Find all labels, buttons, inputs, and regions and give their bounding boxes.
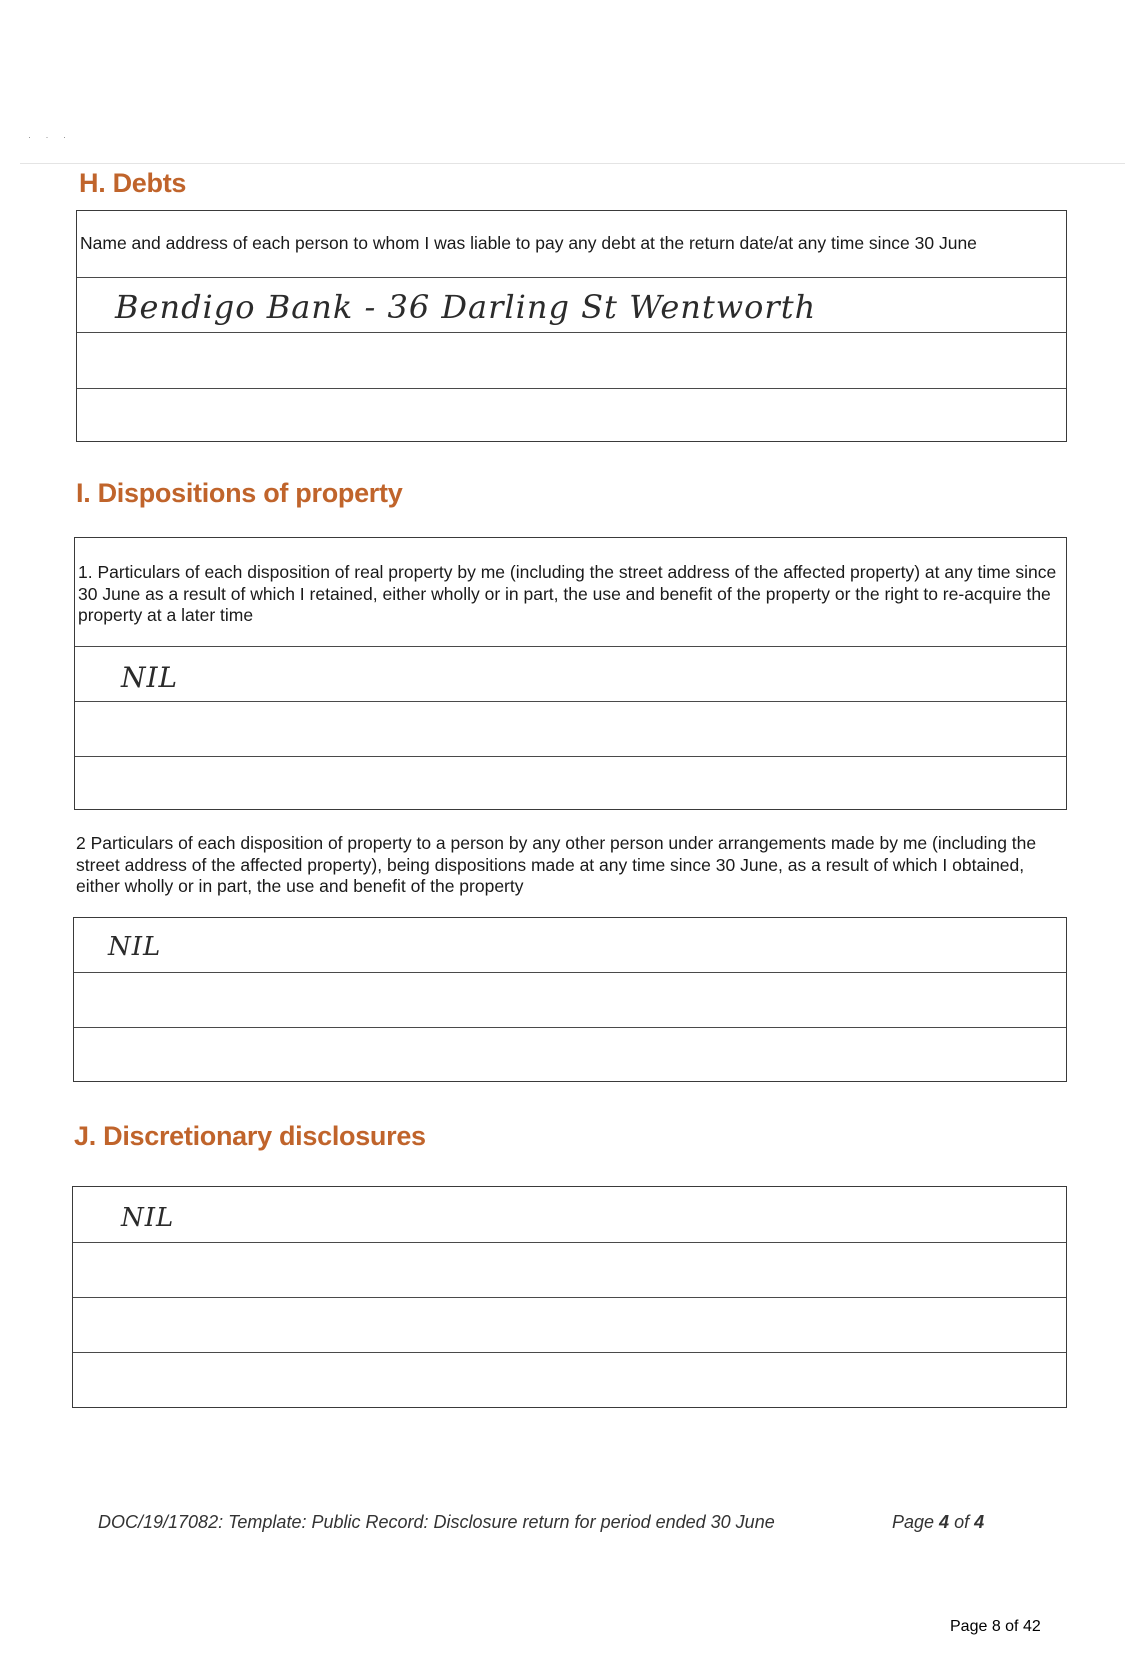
discretionary-entry-row[interactable]: [73, 1187, 1066, 1243]
q2-prompt: 2 Particulars of each disposition of property to a person by any other person under arrangements made by me (including the street address of the affected property), being dispositions made at any time since 30 June, as a result of which I obtained, either wholly or in part, the use and benefit of the property: [76, 833, 1037, 896]
discretionary-title: J. Discretionary disclosures: [74, 1121, 426, 1151]
q1-entry-1: NIL: [121, 661, 179, 694]
dispositions-q1-table: [74, 537, 1067, 810]
footer-page-total: 4: [974, 1512, 985, 1532]
dispositions-q2-table: [73, 917, 1067, 1082]
debts-prompt-row: [77, 211, 1066, 278]
discretionary-table: [72, 1186, 1067, 1408]
q1-prompt-row: [75, 538, 1066, 647]
discretionary-entry-1: NIL: [121, 1203, 175, 1233]
q1-entry-row[interactable]: [75, 757, 1066, 809]
batch-page-number: Page 8 of 42: [950, 1618, 1041, 1635]
scan-specks: · · ·: [28, 132, 72, 142]
debts-entry-1: Bendigo Bank - 36 Darling St Wentworth: [115, 288, 817, 326]
dispositions-title: I. Dispositions of property: [76, 478, 403, 508]
q1-entry-row[interactable]: [75, 647, 1066, 702]
footer-page-current: 4: [939, 1512, 950, 1532]
discretionary-entry-row[interactable]: [73, 1298, 1066, 1353]
debts-table: [76, 210, 1067, 442]
q2-entry-row[interactable]: [74, 1028, 1066, 1080]
footer-doc-reference: DOC/19/17082: Template: Public Record: Disclosure return for period ended 30 June: [98, 1512, 775, 1532]
debts-entry-row[interactable]: [77, 278, 1066, 333]
q2-entry-row[interactable]: [74, 973, 1066, 1028]
debts-entry-row[interactable]: [77, 333, 1066, 389]
discretionary-entry-row[interactable]: [73, 1243, 1066, 1298]
footer-page-number: [892, 1512, 984, 1533]
debts-prompt: Name and address of each person to whom I was liable to pay any debt at the return date/at any time since 30 June: [80, 233, 977, 253]
footer-page-mid: of: [949, 1512, 975, 1532]
debts-entry-row[interactable]: [77, 389, 1066, 440]
q2-entry-1: NIL: [108, 932, 162, 962]
footer-page-prefix: Page: [892, 1512, 940, 1532]
q1-entry-row[interactable]: [75, 702, 1066, 757]
top-rule: [20, 163, 1125, 164]
debts-title: H. Debts: [79, 168, 187, 198]
q1-prompt: 1. Particulars of each disposition of real property by me (including the street address of the affected property) at any time since 30 June as a result of which I retained, either wholly or in part, the use and benefit of the property or the right to re-acquire the property at a later time: [78, 562, 1057, 625]
discretionary-entry-row[interactable]: [73, 1353, 1066, 1406]
q2-entry-row[interactable]: [74, 918, 1066, 973]
